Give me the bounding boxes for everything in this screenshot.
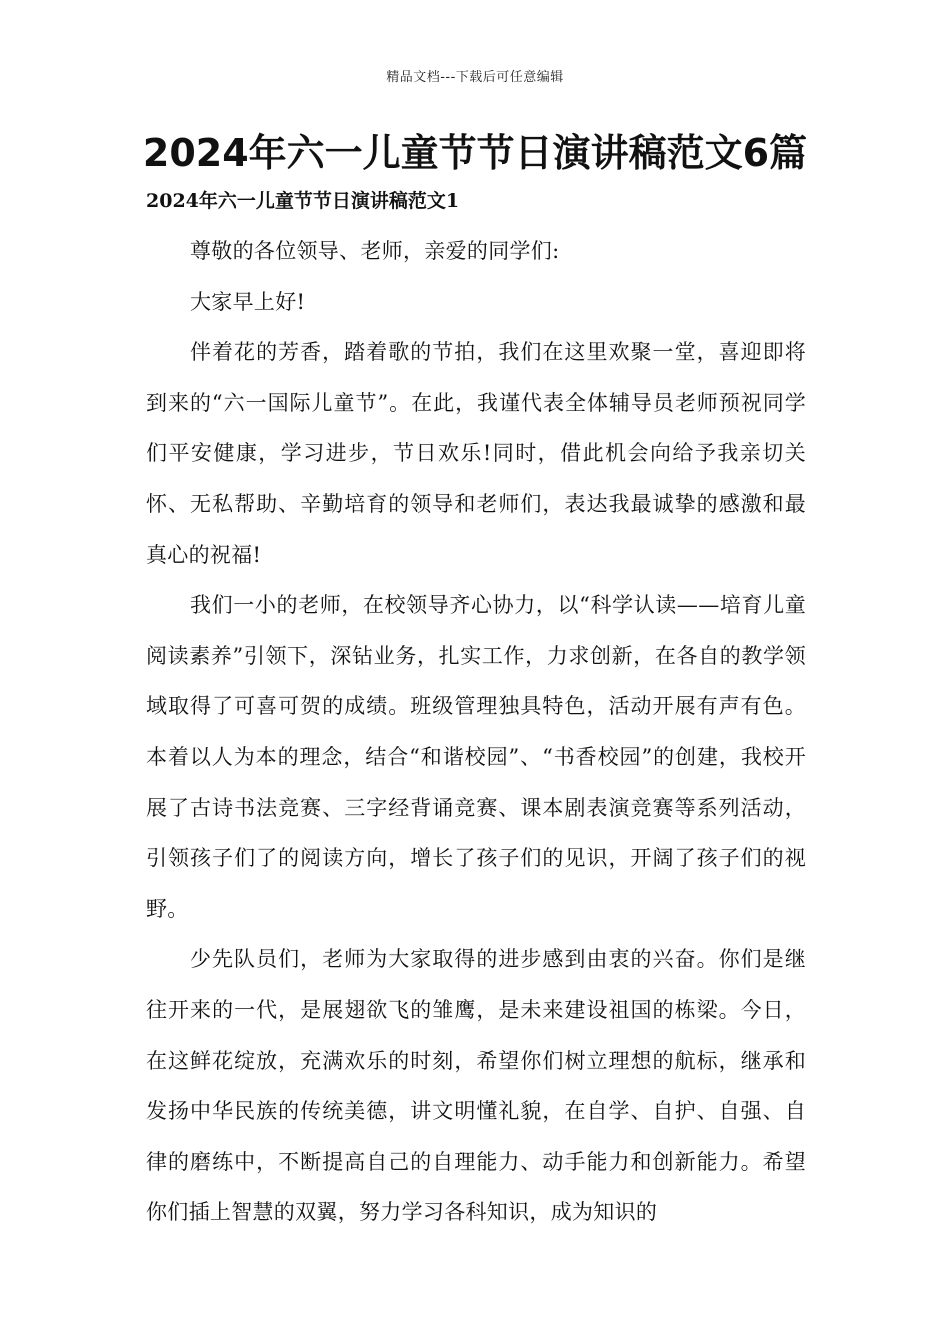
- paragraph-salutation: 尊敬的各位领导、老师，亲爱的同学们:: [190, 239, 560, 263]
- section-heading: 2024年六一儿童节节日演讲稿范文1: [146, 190, 460, 212]
- paragraph-3: 少先队员们，老师为大家取得的进步感到由衷的兴奋。你们是继往开来的一代，是展翅欲飞的雏鹰，是未来建设祖国的栋梁。今日，在这鲜花绽放，充满欢乐的时刻，希望你们树立理想的航标，继承和发扬中华民族的传统美德，讲文明懂礼貌，在自学、自护、自强、自律的磨练中，不断提高自己的自理能力、动手能力和创新能力。希望你们插上智慧的双翼，努力学习各科知识，成为知识的: [146, 947, 806, 1225]
- document-title: 2024年六一儿童节节日演讲稿范文6篇: [142, 131, 808, 175]
- paragraph-greeting: 大家早上好!: [190, 289, 306, 314]
- header-note: 精品文档---下载后可任意编辑: [386, 70, 564, 85]
- paragraph-1: 伴着花的芳香，踏着歌的节拍，我们在这里欢聚一堂，喜迎即将到来的“六一国际儿童节”。在此，我谨代表全体辅导员老师预祝同学们平安健康，学习进步，节日欢乐!同时，借此机会向给予我亲切关怀、无私帮助、辛勤培育的领导和老师们，表达我最诚挚的感激和最真心的祝福!: [146, 340, 806, 567]
- body-text: [146, 226, 806, 1238]
- paragraph-2: 我们一小的老师，在校领导齐心协力，以“科学认读——培育儿童阅读素养”引领下，深钻业务，扎实工作，力求创新，在各自的教学领域取得了可喜可贺的成绩。班级管理独具特色，活动开展有声有色。本着以人为本的理念，结合“和谐校园”、“书香校园”的创建，我校开展了古诗书法竞赛、三字经背诵竞赛、课本剧表演竞赛等系列活动，引领孩子们了的阅读方向，增长了孩子们的见识，开阔了孩子们的视野。: [146, 593, 806, 921]
